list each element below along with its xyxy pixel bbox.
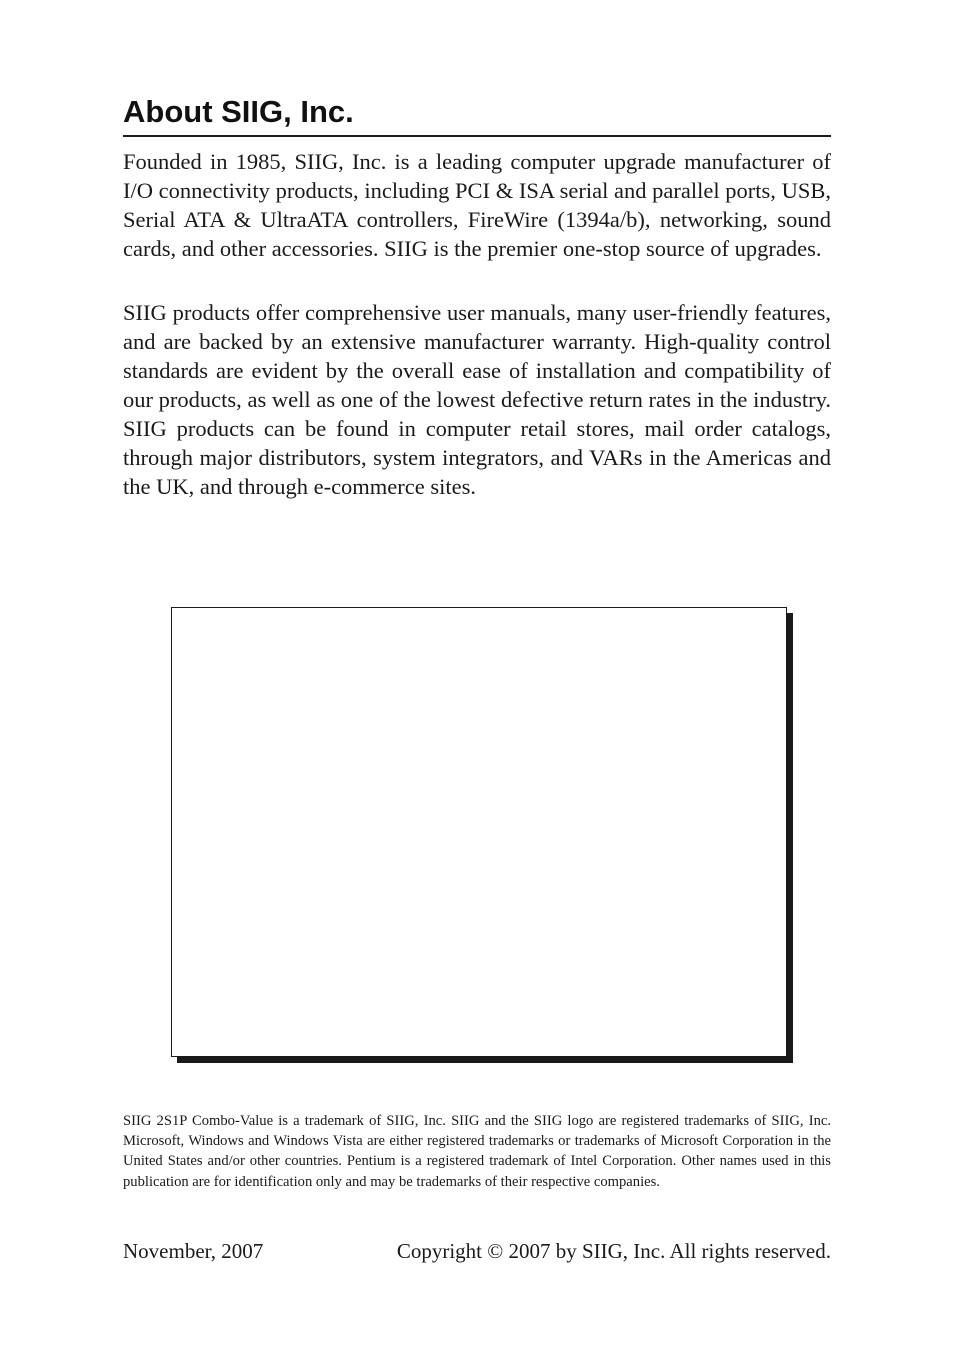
product-quality-paragraph: SIIG products offer comprehensive user manuals, many user-friendly features, and are backed by an extensive manufacturer warranty. High-quality control standards are evident by the overall ease of installation and compatibility of our products, as well as one of the lowest defective return rates in the industry. SIIG products can be found in computer retail stores, mail order catalogs, through major distributors, system integrators, and VARs in the Americas and the UK, and through e-commerce sites.	[123, 300, 831, 499]
trademark-notice: SIIG 2S1P Combo-Value is a trademark of SIIG, Inc. SIIG and the SIIG logo are registered trademarks of SIIG, Inc. Microsoft, Windows and Windows Vista are either registered trademarks or trademarks of Microsoft Corporation in the United States and/or other countries. Pentium is a registered trademark of Intel Corporation. Other names used in this publication are for identification only and may be trademarks of their respective companies.	[123, 1113, 831, 1190]
page-title: About SIIG, Inc.	[123, 94, 354, 129]
copyright-notice: Copyright © 2007 by SIIG, Inc. All rights reserved.	[396, 1239, 831, 1263]
blank-framed-box	[171, 607, 787, 1057]
title-underline-rule	[123, 135, 831, 137]
company-history-paragraph: Founded in 1985, SIIG, Inc. is a leading computer upgrade manufacturer of I/O connectivity products, including PCI & ISA serial and parallel ports, USB, Serial ATA & UltraATA controllers, FireWire (1394a/b), networking, sound cards, and other accessories. SIIG is the premier one-stop source of upgrades.	[123, 149, 831, 261]
publication-date: November, 2007	[123, 1239, 264, 1263]
